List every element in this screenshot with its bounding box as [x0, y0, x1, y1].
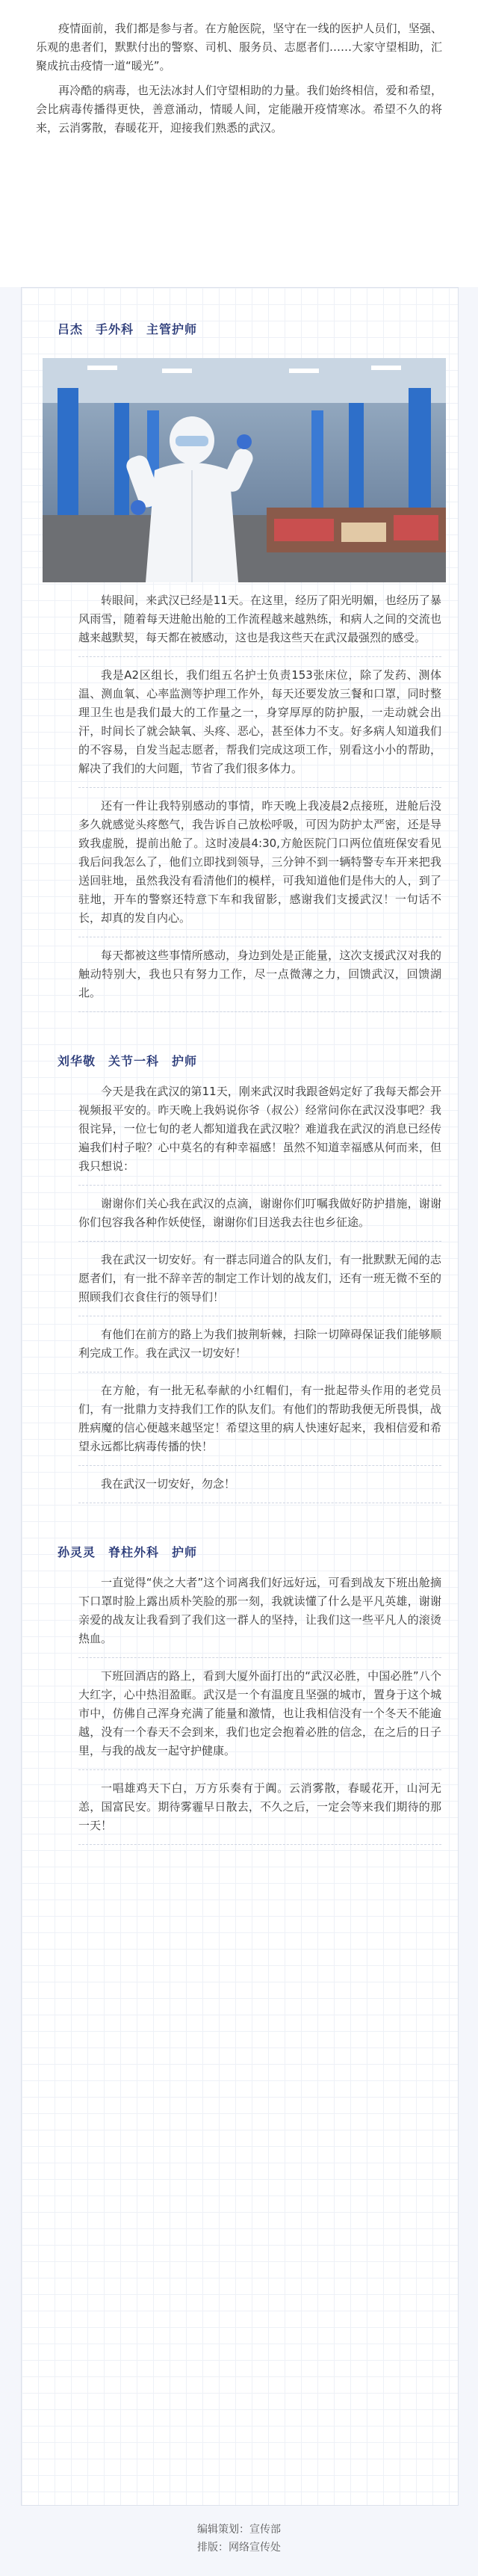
section-paragraph: 有他们在前方的路上为我们披荆斩棘，扫除一切障碍保证我们能够顺利完成工作。我在武汉一切安好！ — [78, 1316, 441, 1372]
intro-paragraph: 疫情面前，我们都是参与者。在方舱医院，坚守在一线的医护人员们，坚强、乐观的患者们，默默付出的警察、司机、服务员、志愿者们……大家守望相助，汇聚成抗击疫情一道“暖光”。 — [36, 22, 442, 73]
intro-paragraph: 再冷酷的病毒，也无法冰封人们守望相助的力量。我们始终相信，爱和希望，会比病毒传播得更快，善意涌动，情暖人间，定能融开疫情寒冰。希望不久的将来，云消雾散，春暖花开，迎接我们熟悉的武汉。 — [36, 84, 442, 135]
section-paragraph: 下班回酒店的路上，看到大厦外面打出的“武汉必胜，中国必胜”八个大红字，心中热泪盈眶。武汉是一个有温度且坚强的城市，置身于这个城市中，仿佛自己浑身充满了能量和激情，也让我相信没有一个冬天不能逾越，没有一个春天不会到来，我们也定会抱着必胜的信念，在之后的日子里，与我的战友一起守护健康。 — [78, 1658, 441, 1770]
footer-editor: 编辑策划：宣传部 — [197, 2524, 281, 2536]
section-paragraph: 我在武汉一切安好，勿念！ — [78, 1466, 441, 1503]
section-3 — [58, 1541, 453, 1845]
section-paragraph: 今天是我在武汉的第11天，刚来武汉时我跟爸妈定好了我每天都会开视频报平安的。昨天晚上我妈说你爷（叔公）经常问你在武汉没事吧？我很诧异，一位七旬的老人都知道我在武汉啦？难道我在武汉的消息已经传遍我们村子啦？心中莫名的有种幸福感！虽然不知道幸福感从何而来，但我只想说： — [78, 1073, 441, 1186]
author-heading: 刘华敬 关节一科 护师 — [58, 1054, 198, 1068]
content-inner — [58, 318, 453, 1845]
section-paragraph: 一唱雄鸡天下白，万方乐奏有于阗。云消雾散，春暖花开，山河无恙，国富民安。期待雾霾早日散去，不久之后，一定会等来我们期待的那一天！ — [78, 1770, 441, 1845]
nurse-photo — [43, 358, 446, 582]
footer — [0, 2521, 478, 2557]
section-paragraph: 转眼间，来武汉已经是11天。在这里，经历了阳光明媚，也经历了暴风雨雪，随着每天进舱出舱的工作流程越来越熟练，和病人之间的交流也越来越默契，每天都在被感动，这也是我这些天在武汉最强烈的感受。 — [78, 582, 441, 657]
section-paragraph: 还有一件让我特别感动的事情，昨天晚上我凌晨2点接班，进舱后没多久就感觉头疼憋气，我告诉自己放松呼吸，可因为防护太严密，还是导致我虚脱，提前出舱了。这时凌晨4:30,方舱医院门口两位值班保安看见我后问我怎么了，他们立即找到领导，三分钟不到一辆特警专车开来把我送回驻地，虽然我没有看清他们的模样，可我知道他们是伟大的人，到了驻地，开车的警察还特意下车和我留影，感谢我们支援武汉！一句话不长，却真的发自内心。 — [78, 788, 441, 937]
section-paragraph: 我在武汉一切安好。有一群志同道合的队友们，有一批默默无闻的志愿者们，有一批不辞辛苦的制定工作计划的战友们，还有一班无微不至的照顾我们衣食住行的领导们！ — [78, 1242, 441, 1316]
section-2 — [58, 1050, 453, 1503]
footer-layout: 排版：网络宣传处 — [197, 2542, 281, 2554]
intro-block — [0, 0, 478, 287]
section-paragraph: 谢谢你们关心我在武汉的点滴，谢谢你们叮嘱我做好防护措施，谢谢你们包容我各种作妖使怪，谢谢你们目送我去往也乡征途。 — [78, 1186, 441, 1242]
section-paragraph: 一直觉得“侠之大者”这个词离我们好远好远，可看到战友下班出舱摘下口罩时脸上露出质朴笑脸的那一刻，我就读懂了什么是平凡英雄，谢谢亲爱的战友让我看到了我们这一群人的坚持，让我们这一些平凡人的滚烫热血。 — [78, 1565, 441, 1658]
author-heading: 吕杰 手外科 主管护师 — [58, 322, 198, 336]
author-heading: 孙灵灵 脊柱外科 护师 — [58, 1545, 198, 1559]
section-paragraph: 每天都被这些事情所感动，身边到处是正能量，这次支援武汉对我的触动特别大，我也只有努力工作，尽一点微薄之力，回馈武汉，回馈湖北。 — [78, 937, 441, 1012]
content-card — [21, 287, 459, 2506]
section-paragraph: 在方舱，有一批无私奉献的小红帽们，有一批起带头作用的老党员们，有一批鼎力支持我们工作的队友们。有他们的帮助我便无所畏惧，战胜病魔的信心便越来越坚定！希望这里的病人快速好起来，我相信爱和希望永远都比病毒传播的快！ — [78, 1372, 441, 1466]
section-paragraph: 我是A2区组长，我们组五名护士负责153张床位，除了发药、测体温、测血氧、心率监测等护理工作外，每天还要发放三餐和口罩，同时整理卫生也是我们最大的工作量之一，身穿厚厚的防护服，一走动就会出汗，时间长了就会缺氧、头疼、恶心，甚至体力不支。好多病人知道我们的不容易，自发当起志愿者，帮我们完成这项工作，别看这小小的帮助，解决了我们的大问题，节省了我们很多体力。 — [78, 657, 441, 788]
hospital-photo-image — [43, 358, 446, 582]
